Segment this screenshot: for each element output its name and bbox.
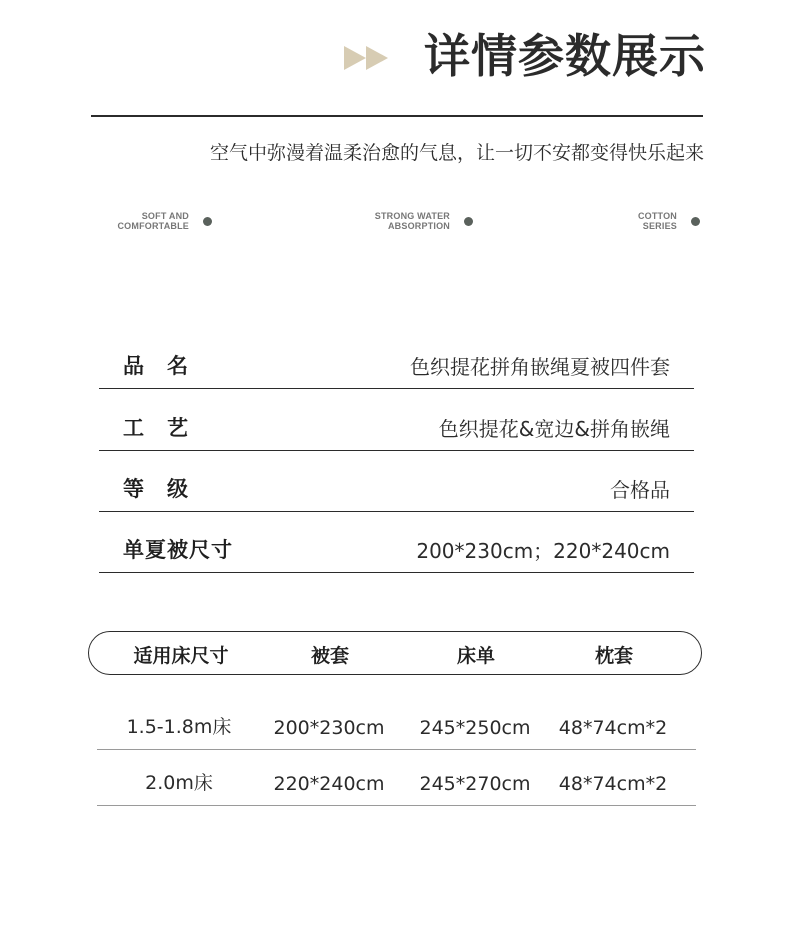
table-cell: 1.5-1.8m床 bbox=[126, 716, 232, 738]
spec-label: 单夏被尺寸 bbox=[123, 538, 233, 562]
table-row bbox=[97, 749, 696, 806]
spec-value: 200*230cm；220*240cm bbox=[416, 539, 670, 563]
spec-value: 色织提花拼角嵌绳夏被四件套 bbox=[410, 355, 670, 379]
table-cell: 245*250cm bbox=[419, 717, 531, 739]
feature-label: COTTON SERIES bbox=[637, 211, 677, 231]
bullet-dot-icon bbox=[203, 217, 212, 226]
table-cell: 220*240cm bbox=[273, 773, 385, 795]
header-divider bbox=[91, 115, 703, 117]
column-header-bed-sheet: 床单 bbox=[456, 645, 496, 667]
spec-row-grade bbox=[99, 460, 694, 512]
spec-value: 合格品 bbox=[610, 478, 670, 502]
spec-row-product-name bbox=[99, 340, 694, 389]
bullet-dot-icon bbox=[464, 217, 473, 226]
table-cell: 48*74cm*2 bbox=[558, 717, 668, 739]
page-subtitle: 空气中弥漫着温柔治愈的气息，让一切不安都变得快乐起来 bbox=[209, 142, 704, 164]
double-arrow-icon bbox=[344, 44, 394, 72]
size-table-header bbox=[88, 631, 702, 675]
spec-label: 等 级 bbox=[123, 477, 189, 501]
spec-row-quilt-size bbox=[99, 520, 694, 573]
column-header-bed-size: 适用床尺寸 bbox=[133, 645, 229, 667]
column-header-pillowcase: 枕套 bbox=[594, 645, 634, 667]
feature-soft-comfortable bbox=[117, 208, 212, 234]
feature-label: STRONG WATER ABSORPTION bbox=[374, 211, 450, 231]
table-cell: 200*230cm bbox=[273, 717, 385, 739]
spec-label: 工 艺 bbox=[123, 416, 189, 440]
page-title: 详情参数展示 bbox=[424, 29, 706, 83]
feature-cotton-series bbox=[638, 208, 700, 234]
column-header-duvet-cover: 被套 bbox=[310, 645, 350, 667]
feature-water-absorption bbox=[375, 208, 473, 234]
table-row bbox=[97, 693, 696, 750]
bullet-dot-icon bbox=[691, 217, 700, 226]
spec-label: 品 名 bbox=[123, 354, 189, 378]
spec-row-craft bbox=[99, 400, 694, 451]
spec-value: 色织提花&宽边&拼角嵌绳 bbox=[438, 417, 670, 441]
table-cell: 245*270cm bbox=[419, 773, 531, 795]
table-cell: 48*74cm*2 bbox=[558, 773, 668, 795]
feature-label: SOFT AND COMFORTABLE bbox=[117, 211, 189, 231]
table-cell: 2.0m床 bbox=[145, 772, 213, 794]
